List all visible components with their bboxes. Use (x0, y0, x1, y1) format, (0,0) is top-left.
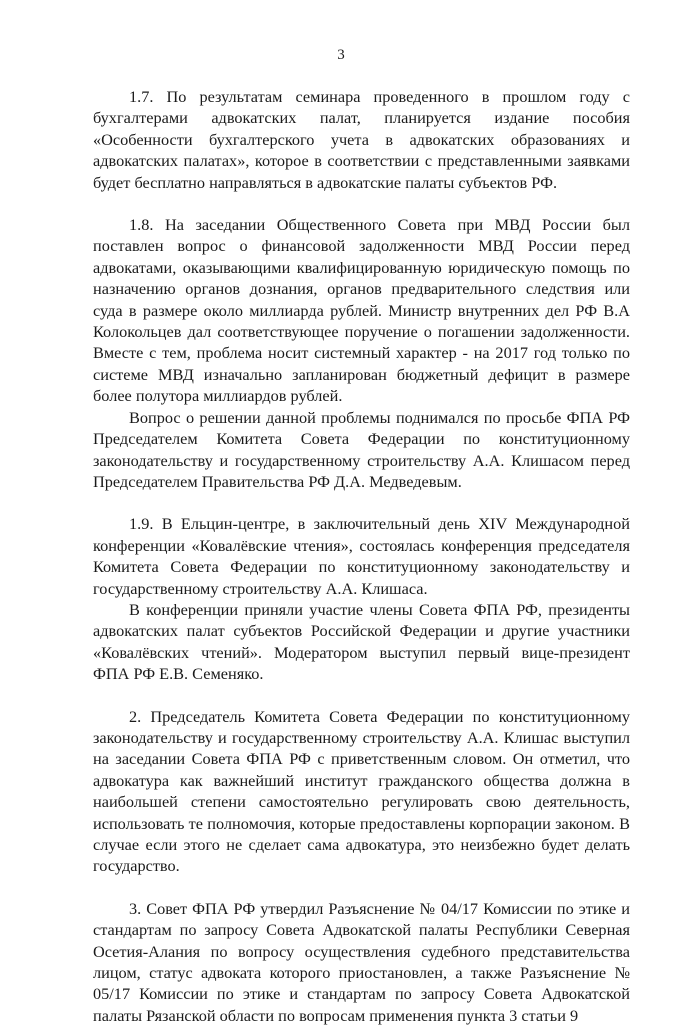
paragraph-1-9: 1.9. В Ельцин-центре, в заключительный день XIV Международной конференции «Ковалёвские чтения», состоялась конференция председателя Комитета Совета Федерации по конституционному законодательству и государственному строительству А.А. Клишаса. (93, 514, 630, 598)
document-body (93, 86, 630, 1026)
page-number: 3 (337, 47, 345, 63)
paragraph-1-8: 1.8. На заседании Общественного Совета при МВД России был поставлен вопрос о финансовой задолженности МВД России перед адвокатами, оказывающими квалифицированную юридическую помощь по назначению органов дознания, органов предварительного следствия или суда в размере около миллиарда рублей. Министр внутренних дел РФ В.А Колокольцев дал соответствующее поручение о погашении задолженности. Вместе с тем, проблема носит системный характер - на 2017 год только по системе МВД изначально запланирован бюджетный дефицит в размере более полутора миллиардов рублей. (93, 215, 630, 406)
paragraph-1-7: 1.7. По результатам семинара проведенного в прошлом году с бухгалтерами адвокатских палат, планируется издание пособия «Особенности бухгалтерского учета в адвокатских образованиях и адвокатских палатах», которое в соответствии с представленными заявками будет бесплатно направляться в адвокатские палаты субъектов РФ. (93, 87, 630, 192)
paragraph-2: 2. Председатель Комитета Совета Федерации по конституционному законодательству и государственному строительству А.А. Клишас выступил на заседании Совета ФПА РФ с приветственным словом. Он отметил, что адвокатура как важнейший институт гражданского общества должна в наибольшей степени самостоятельно регулировать свою деятельность, использовать те полномочия, которые предоставлены корпорации законом. В случае если этого не сделает сама адвокатура, это неизбежно будет делать государство. (93, 706, 630, 876)
paragraph-1-8-continuation: Вопрос о решении данной проблемы поднимался по просьбе ФПА РФ Председателем Комитета Совета Федерации по конституционному законодательству и государственному строительству А.А. Клишасом перед Председателем Правительства РФ Д.А. Медведевым. (93, 407, 630, 491)
paragraph-3: 3. Совет ФПА РФ утвердил Разъяснение № 04/17 Комиссии по этике и стандартам по запросу Совета Адвокатской палаты Республики Северная Осетия-Алания по вопросу осуществления судебного представительства лицом, статус адвоката которого приостановлен, а также Разъяснение № 05/17 Комиссии по этике и стандартам по запросу Совета Адвокатской палаты Рязанской области по вопросам применения пункта 3 статьи 9 (93, 898, 630, 1025)
paragraph-1-9-continuation: В конференции приняли участие члены Совета ФПА РФ, президенты адвокатских палат субъектов Российской Федерации и другие участники «Ковалёвских чтений». Модератором выступил первый вице-президент ФПА РФ Е.В. Семеняко. (93, 599, 630, 684)
